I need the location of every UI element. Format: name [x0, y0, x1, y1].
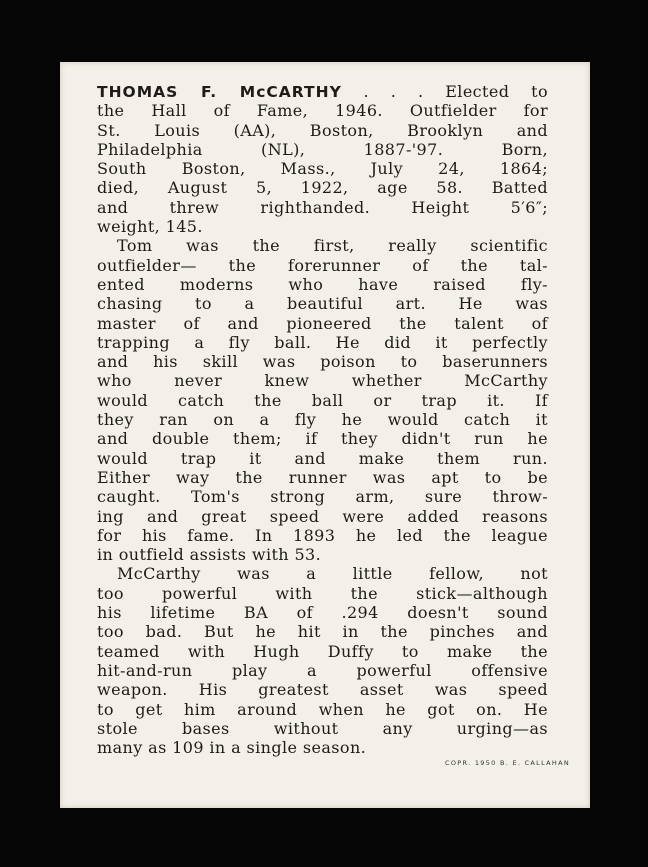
- player-name: THOMAS F. McCARTHY: [97, 83, 342, 101]
- text-line: hit-and-run play a powerful offensive: [97, 660, 548, 680]
- text-line: the Hall of Fame, 1946. Outfielder for: [97, 101, 548, 121]
- text-line: died, August 5, 1922, age 58. Batted: [97, 178, 548, 198]
- text-line: master of and pioneered the talent of: [97, 313, 548, 333]
- text-line: weapon. His greatest asset was speed: [97, 680, 548, 700]
- text-line: many as 109 in a single season.: [97, 738, 367, 758]
- copyright-notice: COPR. 1950 B. E. CALLAHAN: [445, 759, 570, 767]
- text-line: and double them; if they didn't run he: [97, 429, 548, 449]
- text-line: stole bases without any urging—as: [97, 718, 548, 738]
- text-line: Either way the runner was apt to be: [97, 467, 548, 487]
- text-line: would catch the ball or trap it. If: [97, 390, 548, 410]
- text-line: St. Louis (AA), Boston, Brooklyn and: [97, 120, 548, 140]
- text-line: chasing to a beautiful art. He was: [97, 294, 548, 314]
- text-line: weight, 145.: [97, 217, 203, 237]
- text-line: THOMAS F. McCARTHY . . . Elected to: [97, 82, 548, 101]
- text-line: in outfield assists with 53.: [97, 545, 322, 565]
- text-line: they ran on a fly he would catch it: [97, 410, 548, 430]
- text-line: trapping a fly ball. He did it perfectly: [97, 332, 548, 352]
- text-line: too bad. But he hit in the pinches and: [97, 622, 548, 642]
- text-line: ented moderns who have raised fly-: [97, 274, 548, 294]
- text-line: to get him around when he got on. He: [97, 699, 548, 719]
- text-line: and threw righthanded. Height 5′6″;: [97, 197, 548, 217]
- text-line: his lifetime BA of .294 doesn't sound: [97, 603, 548, 623]
- text-line: Philadelphia (NL), 1887-'97. Born,: [97, 139, 548, 159]
- text-line: South Boston, Mass., July 24, 1864;: [97, 159, 548, 179]
- text-line: caught. Tom's strong arm, sure throw-: [97, 487, 548, 507]
- biography-text: [97, 82, 548, 757]
- text-line: Tom was the first, really scientific: [117, 236, 548, 256]
- text-line: for his fame. In 1893 he led the league: [97, 525, 548, 545]
- text-line: would trap it and make them run.: [97, 448, 548, 468]
- text-line: and his skill was poison to baserunners: [97, 352, 548, 372]
- text-line: McCarthy was a little fellow, not: [117, 564, 548, 584]
- text-line: ing and great speed were added reasons: [97, 506, 548, 526]
- text-line: too powerful with the stick—although: [97, 583, 548, 603]
- text-line: who never knew whether McCarthy: [97, 371, 548, 391]
- baseball-card-back: [60, 62, 590, 808]
- text-line: teamed with Hugh Duffy to make the: [97, 641, 548, 661]
- text-line: outfielder— the forerunner of the tal-: [97, 255, 548, 275]
